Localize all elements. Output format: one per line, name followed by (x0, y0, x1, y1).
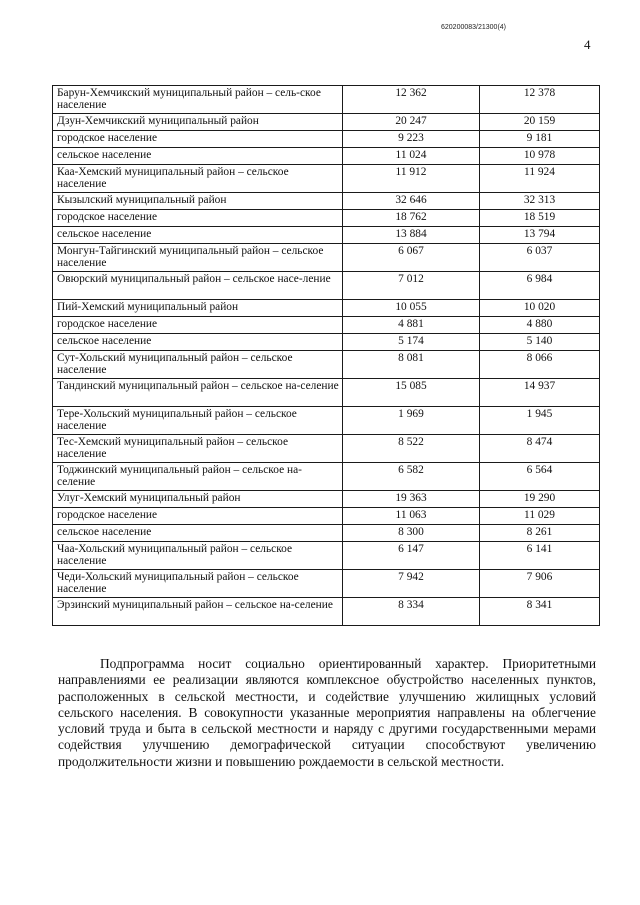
row-value-cell: 6 564 (480, 463, 600, 491)
row-value-cell: 11 063 (343, 508, 480, 525)
row-value-cell: 6 067 (343, 244, 480, 272)
table-row (53, 317, 600, 334)
row-name-cell: Чеди-Хольский муниципальный район – сельское население (53, 570, 343, 598)
row-value-cell: 19 363 (343, 491, 480, 508)
row-value-cell: 12 362 (343, 86, 480, 114)
row-name-cell: городское население (53, 210, 343, 227)
row-value-cell: 8 474 (480, 435, 600, 463)
table-row (53, 570, 600, 598)
table-row (53, 244, 600, 272)
row-value-cell: 18 519 (480, 210, 600, 227)
row-value-cell: 32 646 (343, 193, 480, 210)
row-value-cell: 20 247 (343, 114, 480, 131)
table-row (53, 463, 600, 491)
row-value-cell: 7 012 (343, 272, 480, 300)
row-name-cell: сельское население (53, 334, 343, 351)
row-name-cell: Барун-Хемчикский муниципальный район – сель-ское население (53, 86, 343, 114)
row-name-cell: Каа-Хемский муниципальный район – сельское население (53, 165, 343, 193)
table-row (53, 210, 600, 227)
row-value-cell: 9 223 (343, 131, 480, 148)
table-row (53, 148, 600, 165)
row-value-cell: 19 290 (480, 491, 600, 508)
row-value-cell: 8 261 (480, 525, 600, 542)
row-name-cell: Эрзинский муниципальный район – сельское на-селение (53, 598, 343, 626)
row-name-cell: сельское население (53, 227, 343, 244)
row-value-cell: 1 969 (343, 407, 480, 435)
row-value-cell: 6 147 (343, 542, 480, 570)
table-row (53, 508, 600, 525)
table-row (53, 379, 600, 407)
row-value-cell: 9 181 (480, 131, 600, 148)
body-paragraph: Подпрограмма носит социально ориентированный характер. Приоритетными направлениями ее реализации являются комплексное обустройство населенных пунктов, расположенных в сельской местности, и содействие улучшению жилищных условий сельского населения. В совокупности указанные мероприятия направлены на облегчение условий труда и быта в сельской местности и наряду с другими государственными мерами содействия улучшению демографической ситуации способствуют увеличению продолжительности жизни и повышению рождаемости в сельской местности. (58, 656, 596, 769)
row-value-cell: 10 978 (480, 148, 600, 165)
row-value-cell: 13 794 (480, 227, 600, 244)
row-name-cell: Чаа-Хольский муниципальный район – сельское население (53, 542, 343, 570)
row-value-cell: 32 313 (480, 193, 600, 210)
row-name-cell: Тандинский муниципальный район – сельское на-селение (53, 379, 343, 407)
table-row (53, 227, 600, 244)
row-value-cell: 20 159 (480, 114, 600, 131)
row-name-cell: Тоджинский муниципальный район – сельское на-селение (53, 463, 343, 491)
row-value-cell: 5 140 (480, 334, 600, 351)
row-value-cell: 10 020 (480, 300, 600, 317)
row-value-cell: 18 762 (343, 210, 480, 227)
row-value-cell: 7 906 (480, 570, 600, 598)
row-value-cell: 1 945 (480, 407, 600, 435)
table-row (53, 272, 600, 300)
row-value-cell: 6 984 (480, 272, 600, 300)
page-number: 4 (584, 37, 591, 52)
row-value-cell: 12 378 (480, 86, 600, 114)
row-value-cell: 11 924 (480, 165, 600, 193)
row-value-cell: 11 029 (480, 508, 600, 525)
table-row (53, 193, 600, 210)
row-value-cell: 11 912 (343, 165, 480, 193)
row-value-cell: 4 880 (480, 317, 600, 334)
row-name-cell: городское население (53, 508, 343, 525)
row-name-cell: Улуг-Хемский муниципальный район (53, 491, 343, 508)
row-value-cell: 6 141 (480, 542, 600, 570)
row-value-cell: 15 085 (343, 379, 480, 407)
table-row (53, 407, 600, 435)
row-name-cell: Овюрский муниципальный район – сельское насе-ление (53, 272, 343, 300)
row-value-cell: 7 942 (343, 570, 480, 598)
table-row (53, 525, 600, 542)
row-name-cell: городское население (53, 317, 343, 334)
population-table (52, 85, 600, 626)
row-value-cell: 8 066 (480, 351, 600, 379)
table-row (53, 435, 600, 463)
table-row (53, 86, 600, 114)
row-value-cell: 6 037 (480, 244, 600, 272)
row-value-cell: 13 884 (343, 227, 480, 244)
document-code: 620200083/21300(4) (441, 24, 507, 31)
row-value-cell: 4 881 (343, 317, 480, 334)
row-value-cell: 8 081 (343, 351, 480, 379)
row-name-cell: сельское население (53, 525, 343, 542)
row-value-cell: 10 055 (343, 300, 480, 317)
table-row (53, 114, 600, 131)
row-name-cell: Тере-Хольский муниципальный район – сельское население (53, 407, 343, 435)
table-row (53, 165, 600, 193)
row-value-cell: 8 522 (343, 435, 480, 463)
row-value-cell: 5 174 (343, 334, 480, 351)
row-name-cell: Кызылский муниципальный район (53, 193, 343, 210)
row-value-cell: 14 937 (480, 379, 600, 407)
row-value-cell: 8 341 (480, 598, 600, 626)
table-row (53, 131, 600, 148)
table-row (53, 300, 600, 317)
row-name-cell: городское население (53, 131, 343, 148)
table-row (53, 491, 600, 508)
row-value-cell: 6 582 (343, 463, 480, 491)
row-name-cell: Сут-Хольский муниципальный район – сельское население (53, 351, 343, 379)
row-value-cell: 11 024 (343, 148, 480, 165)
table-row (53, 598, 600, 626)
table-row (53, 351, 600, 379)
row-name-cell: сельское население (53, 148, 343, 165)
row-value-cell: 8 300 (343, 525, 480, 542)
row-name-cell: Пий-Хемский муниципальный район (53, 300, 343, 317)
table-row (53, 334, 600, 351)
row-name-cell: Монгун-Тайгинский муниципальный район – сельское население (53, 244, 343, 272)
row-name-cell: Тес-Хемский муниципальный район – сельское население (53, 435, 343, 463)
table-body (53, 86, 600, 626)
row-name-cell: Дзун-Хемчикский муниципальный район (53, 114, 343, 131)
table-row (53, 542, 600, 570)
row-value-cell: 8 334 (343, 598, 480, 626)
